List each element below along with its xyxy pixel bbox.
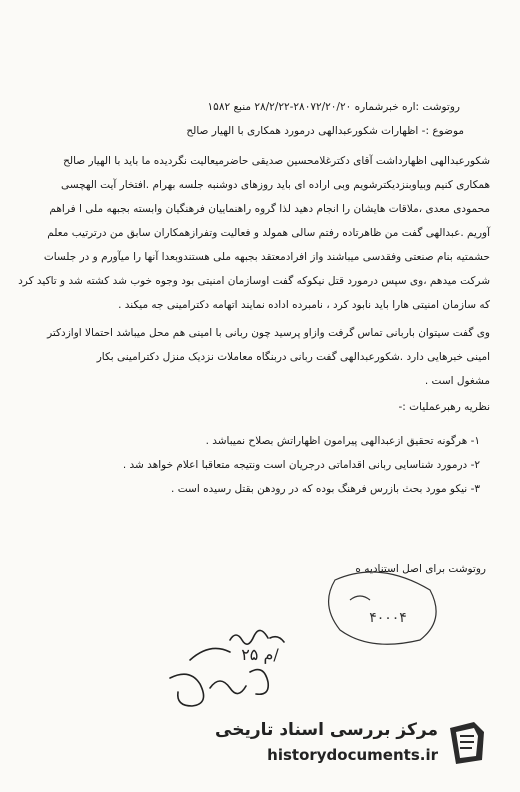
stamp-number: ۴۰۰۰۴ [369, 610, 407, 626]
signature-text: م ۲۵/ [241, 645, 279, 664]
evaluation-item: ۱- هرگونه تحقیق ازعبدالهی پیرامون اظهاراتش بصلاح نمیباشد . [205, 435, 480, 447]
footer-watermark [210, 718, 490, 778]
body-line: حشمتیه بنام صنعتی وفقدسی میباشند واز افرادمعتقد بجبهه ملی هستندوبعدا آنها را میآورم و در جلسات [43, 251, 490, 263]
body-line: وی گفت سیتوان باربانی تماس گرفت وازاو پرسید چون ربانی با امینی هم محل میباشد احتمالا اوازدکتر [47, 327, 490, 339]
body-line: همکاری کنیم وبیاوبنزدیکترشویم وبی اراده ای باید روزهای دوشنبه جلسه بهرام .افتخار آیت الهچسی [60, 179, 490, 191]
body-line: شرکت میدهم ،وی سپس درمورد قتل نیکوکه گفت اوسازمان امنیتی بود وجوه خوب شد کشته شد و تاکید کرد [18, 275, 490, 287]
body-line: مشغول است . [424, 375, 490, 387]
handwritten-signature [170, 630, 284, 706]
official-stamp [329, 572, 437, 644]
body-line: که سازمان امنیتی هارا باید نابود کرد ، نامبرده اداده نمایند اتهامه دکترامینی جه میکند . [118, 299, 490, 311]
footer-url[interactable]: historydocuments.ir [267, 746, 438, 764]
footer-title: مرکز بررسی اسناد تاریخی [215, 720, 438, 740]
stamp-signature-area [150, 560, 450, 720]
document-subject-line: موضوع :- اظهارات شکورعبدالهی درمورد همکاری با الهیار صالح [186, 125, 464, 137]
body-line: شکورعبدالهی اظهارداشت آقای دکترغلامحسین صدیقی حاضرمیعالیت نگردیده ما باید با الهیار صالح [63, 155, 490, 167]
document-header-line: روتوشت :اره خبرشماره ۲۸۰۷۲/۲۰/۲۰-۲۸/۲/۲۲ منبع ۱۵۸۲ [207, 101, 460, 113]
document-archive-logo-icon [444, 718, 490, 768]
closing-line: روتوشت برای اصل استنادیه ه [355, 563, 486, 575]
body-line: امینی خبرهایی دارد .شکورعبدالهی گفت ربانی دربنگاه معاملات نزدیک منزل دکترامینی بکار [96, 351, 490, 363]
evaluation-item: ۲- درمورد شناسایی ربانی اقداماتی درجریان است ونتیجه متعاقبا اعلام خواهد شد . [122, 459, 480, 471]
body-line: آوریم .عبدالهی گفت من ظاهرتاده رفتم سالی همولد و فعالیت وتفرازهمکاران سابق من درترتیب معلم [47, 227, 490, 239]
evaluation-title: نظریه رهبرعملیات :- [398, 401, 490, 413]
evaluation-item: ۳- نیکو مورد بحث بازرس فرهنگ بوده که در رودهن بقتل رسیده است . [171, 483, 480, 495]
body-line: محمودی معدی ،ملاقات هایشان را انجام دهید لذا گروه راهنماییان فرهنگیان وابسته بجبهه ملی ا فراهم [49, 203, 490, 215]
